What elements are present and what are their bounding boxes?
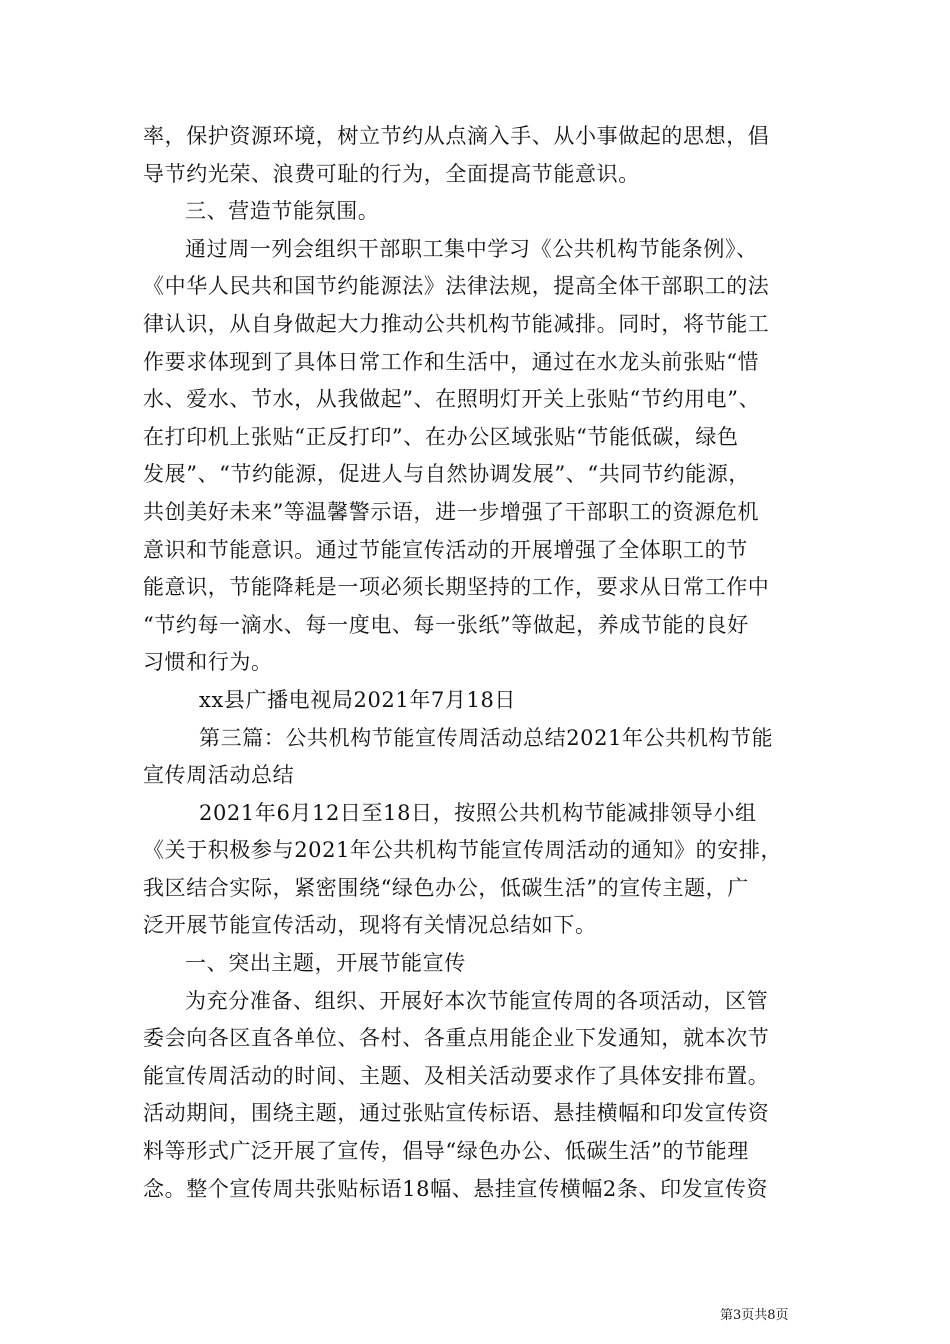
chapter-title-continued: 宣传周活动总结	[143, 763, 295, 788]
text-line: 能意识，节能降耗是一项必须长期坚持的工作，要求从日常工作中	[143, 575, 770, 600]
text-line: “节约每一滴水、每一度电、每一张纸”等做起，养成节能的良好	[143, 612, 749, 637]
text-line: 律认识，从自身做起大力推动公共机构节能减排。同时，将节能工	[143, 311, 770, 336]
text-line: 发展”、“节约能源，促进人与自然协调发展”、“共同节约能源，	[143, 462, 750, 487]
chapter-title: 第三篇：公共机构节能宣传周活动总结2021年公共机构节能	[199, 725, 774, 750]
text-line: 念。整个宣传周共张贴标语18幅、悬挂宣传横幅2条、印发宣传资	[143, 1176, 769, 1201]
text-line: 《关于积极参与2021年公共机构节能宣传周活动的通知》的安排，	[143, 838, 783, 863]
text-line: 委会向各区直各单位、各村、各重点用能企业下发通知，就本次节	[143, 1026, 770, 1051]
text-line: 《中华人民共和国节约能源法》法律法规，提高全体干部职工的法	[143, 274, 770, 299]
text-line: 通过周一列会组织干部职工集中学习《公共机构节能条例》、	[185, 236, 758, 261]
page-number: 第3页共8页	[720, 1308, 789, 1323]
text-line: 作要求体现到了具体日常工作和生活中，通过在水龙头前张贴“惜	[143, 349, 760, 374]
signature-line: xx县广播电视局2021年7月18日	[199, 687, 517, 712]
text-line: 能宣传周活动的时间、主题、及相关活动要求作了具体安排布置。	[143, 1063, 770, 1088]
text-line: 我区结合实际，紧密围绕“绿色办公，低碳生活”的宣传主题，广	[143, 875, 749, 900]
text-line: 活动期间，围绕主题，通过张贴宣传标语、悬挂横幅和印发宣传资	[143, 1101, 770, 1126]
text-line: 意识和节能意识。通过节能宣传活动的开展增强了全体职工的节	[143, 537, 748, 562]
text-line: 为充分准备、组织、开展好本次节能宣传周的各项活动，区管	[185, 988, 769, 1013]
text-line: 共创美好未来”等温馨警示语，进一步增强了干部职工的资源危机	[143, 499, 760, 524]
text-line: 导节约光荣、浪费可耻的行为，全面提高节能意识。	[143, 161, 640, 186]
text-line: 料等形式广泛开展了宣传，倡导“绿色办公、低碳生活”的节能理	[143, 1139, 749, 1164]
text-line: 2021年6月12日至18日，按照公共机构节能减排领导小组	[199, 800, 757, 825]
text-line: 泛开展节能宣传活动，现将有关情况总结如下。	[143, 913, 597, 938]
document-body	[143, 118, 813, 1208]
text-line: 在打印机上张贴“正反打印”、在办公区域张贴“节能低碳，绿色	[143, 424, 739, 449]
section-heading: 一、突出主题，开展节能宣传	[185, 951, 466, 976]
text-line: 水、爱水、节水，从我做起”、在照明灯开关上张贴“节约用电”、	[143, 387, 761, 412]
text-line: 习惯和行为。	[143, 650, 273, 675]
section-heading: 三、营造节能氛围。	[185, 199, 380, 224]
text-line: 率，保护资源环境，树立节约从点滴入手、从小事做起的思想，倡	[143, 124, 770, 148]
